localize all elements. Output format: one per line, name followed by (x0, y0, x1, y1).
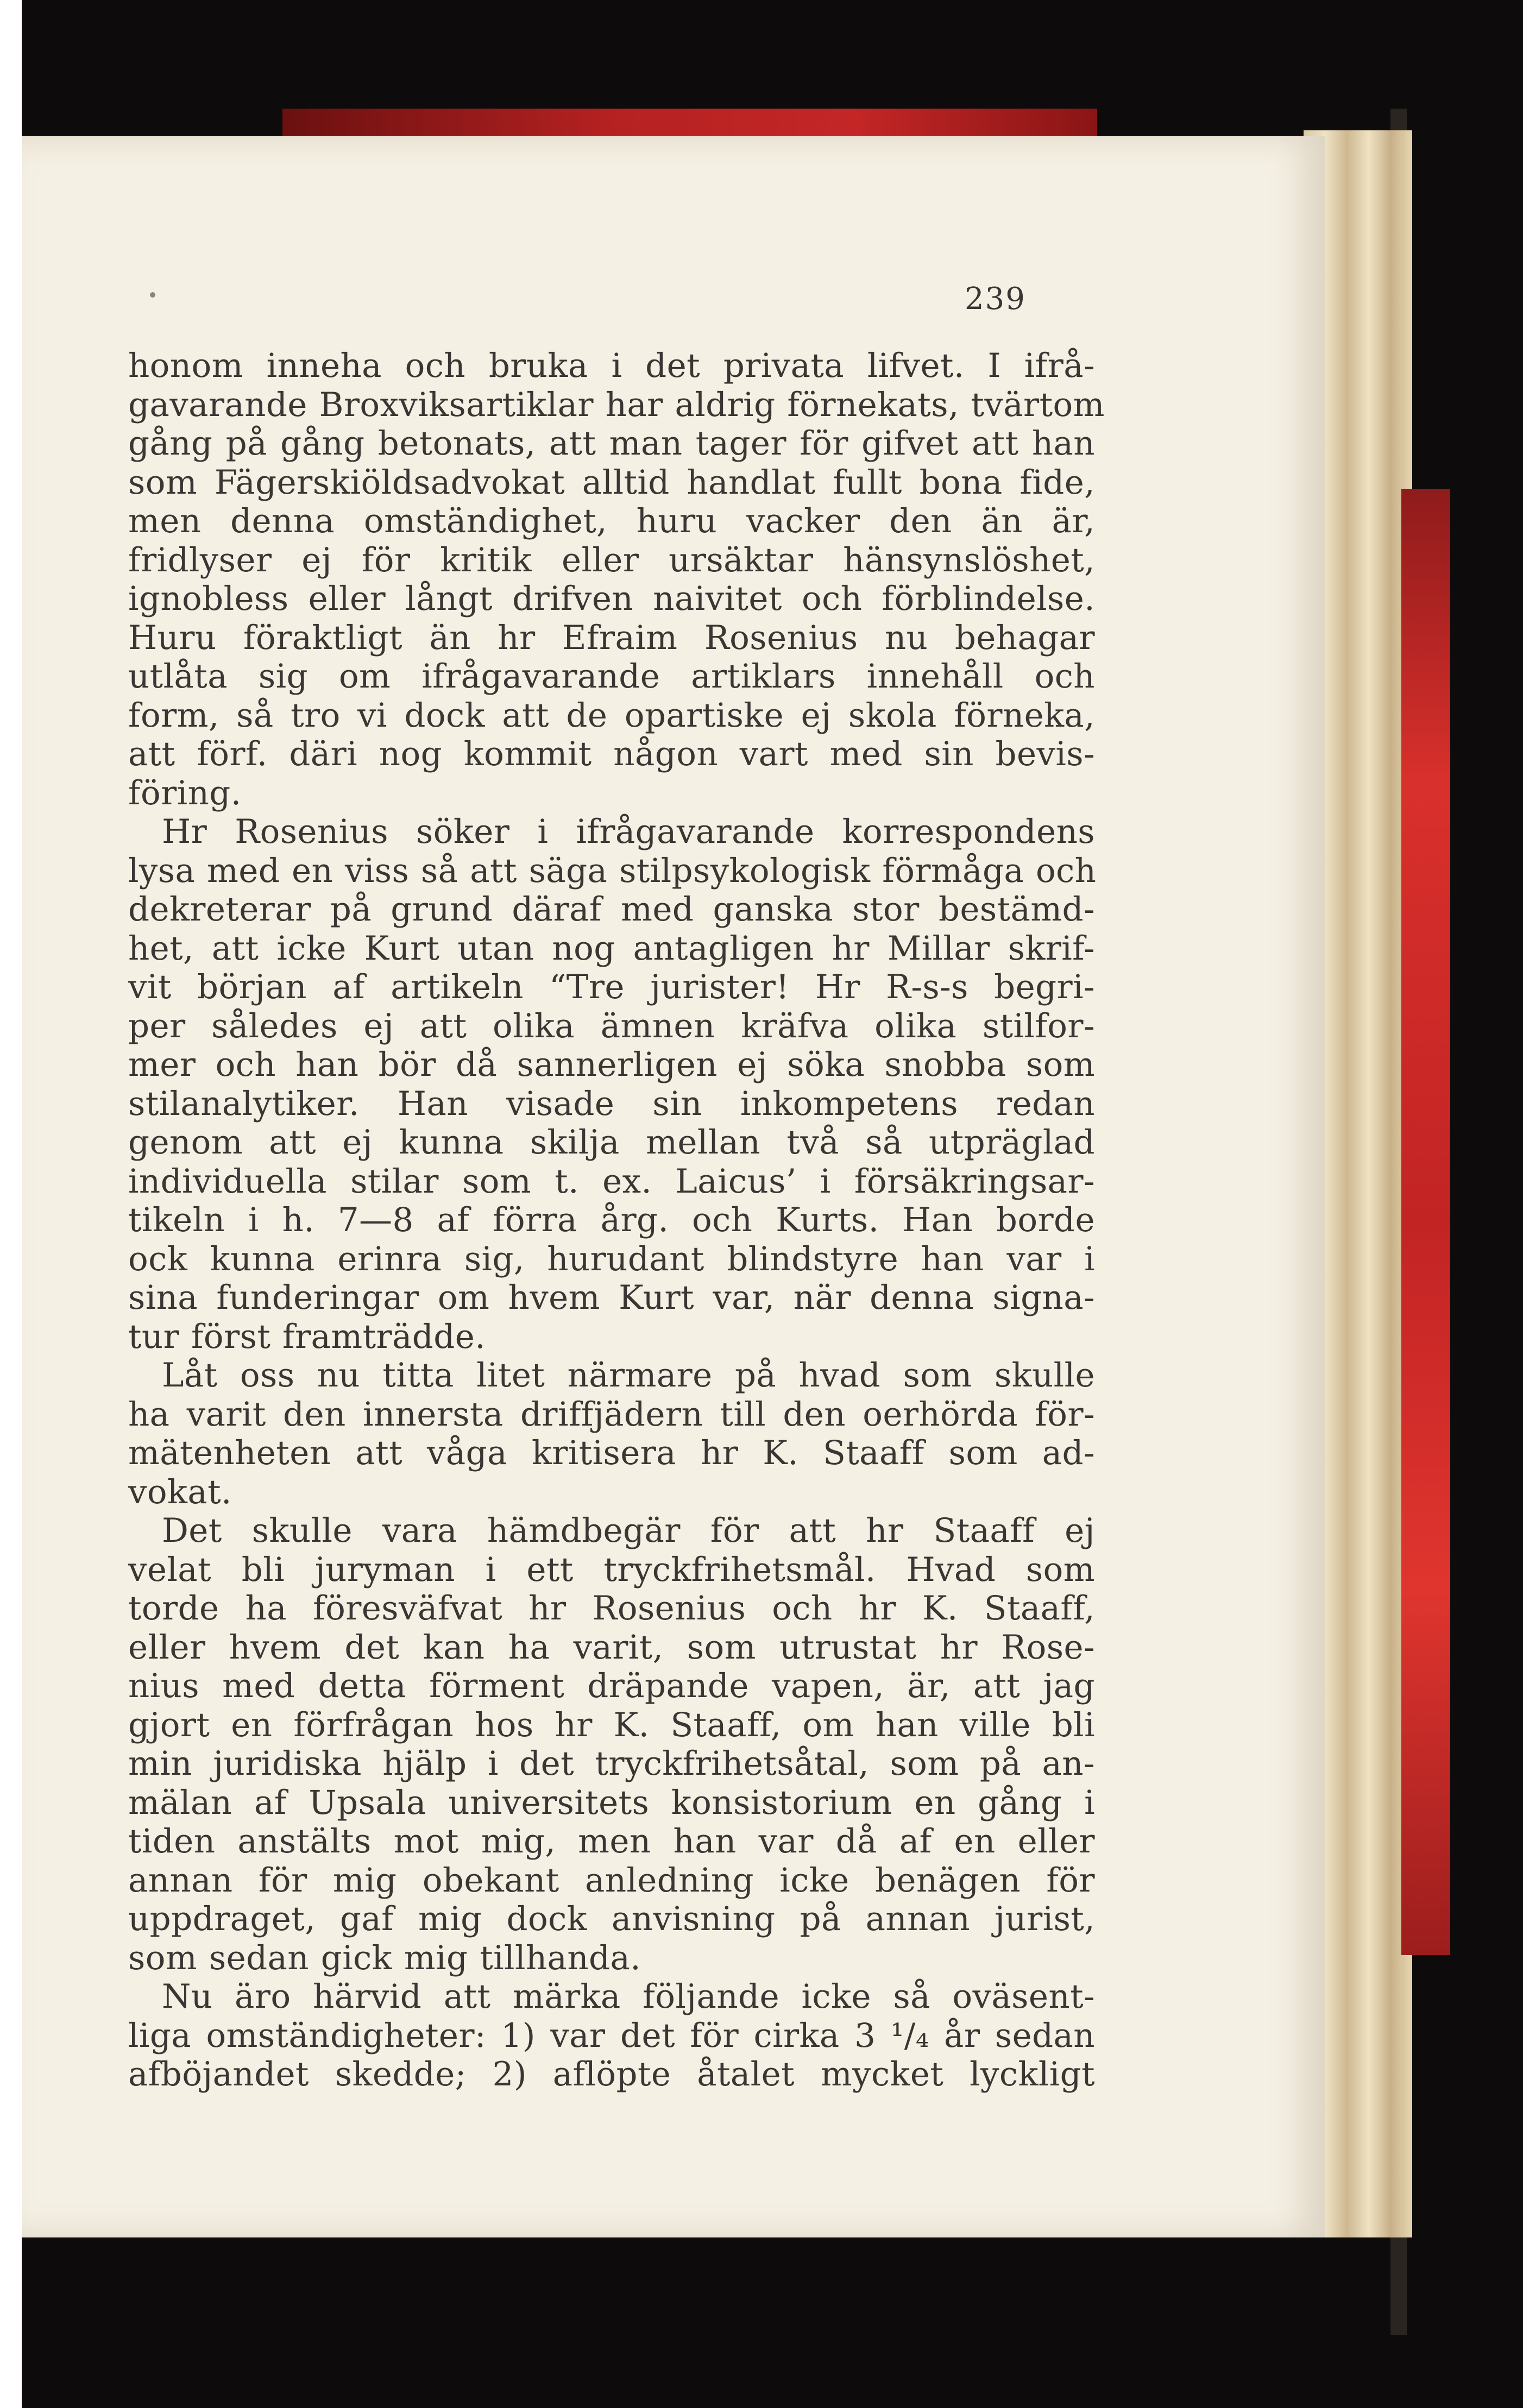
text-line: het, att icke Kurt utan nog antagligen hr Millar skrif- (128, 929, 1095, 968)
text-line: mätenheten att våga kritisera hr K. Staaff som ad- (128, 1434, 1095, 1472)
text-line: lysa med en viss så att säga stilpsykologisk förmåga och (128, 851, 1097, 890)
text-line: liga omständigheter: 1) var det för cirka 3 ¹/₄ år sedan (128, 2016, 1095, 2055)
text-line: afböjandet skedde; 2) aflöpte åtalet mycket lyckligt (128, 2055, 1095, 2094)
text-line: att förf. däri nog kommit någon vart med sin bevis- (128, 735, 1095, 773)
text-line: stilanalytiker. Han visade sin inkompetens redan (128, 1084, 1095, 1123)
text-line: gavarande Broxviksartiklar har aldrig förnekats, tvärtom (128, 385, 1105, 424)
text-line: ignobless eller långt drifven naivitet och förblindelse. (128, 579, 1095, 618)
text-line: ock kunna erinra sig, hurudant blindstyre han var i (128, 1239, 1095, 1278)
text-line: min juridiska hjälp i det tryckfrihetsåtal, som på an- (128, 1744, 1095, 1783)
text-line: uppdraget, gaf mig dock anvisning på annan jurist, (128, 1900, 1095, 1938)
page-number: 239 (965, 281, 1026, 317)
text-line: gång på gång betonats, att man tager för gifvet att han (128, 424, 1095, 463)
text-line: som Fägerskiöldsadvokat alltid handlat fullt bona fide, (128, 463, 1095, 502)
page-body-text (128, 346, 1105, 2094)
text-line: per således ej att olika ämnen kräfva olika stilfor- (128, 1006, 1095, 1045)
text-line: tur först framträdde. (128, 1317, 486, 1356)
text-line: mer och han bör då sannerligen ej söka snobba som (128, 1045, 1095, 1084)
text-line: tikeln i h. 7—8 af förra årg. och Kurts. Han borde (128, 1201, 1095, 1239)
text-line: eller hvem det kan ha varit, som utrustat hr Rose- (128, 1628, 1095, 1667)
text-line: annan för mig obekant anledning icke benägen för (128, 1861, 1095, 1900)
text-line: Det skulle vara hämdbegär för att hr Staaff ej (162, 1511, 1095, 1550)
text-line: fridlyser ej för kritik eller ursäktar hänsynslöshet, (128, 540, 1095, 579)
text-line: Huru föraktligt än hr Efraim Rosenius nu behagar (128, 618, 1095, 657)
text-line: torde ha föresväfvat hr Rosenius och hr K. Staaff, (128, 1589, 1095, 1628)
text-line: genom att ej kunna skilja mellan två så utpräglad (128, 1123, 1095, 1162)
text-line: dekreterar på grund däraf med ganska stor bestämd- (128, 890, 1095, 929)
text-line: sina funderingar om hvem Kurt var, när denna signa- (128, 1278, 1095, 1317)
text-line: ha varit den innersta driffjädern till den oerhörda för- (128, 1395, 1095, 1434)
text-line: tiden anstälts mot mig, men han var då af en eller (128, 1822, 1095, 1861)
ink-speck (150, 292, 155, 298)
text-line: Nu äro härvid att märka följande icke så oväsent- (162, 1977, 1095, 2016)
text-line: individuella stilar som t. ex. Laicus’ i försäkringsar- (128, 1162, 1095, 1201)
text-line: vit början af artikeln “Tre jurister! Hr R-s-s begri- (128, 968, 1095, 1006)
text-line: utlåta sig om ifrågavarande artiklars innehåll och (128, 657, 1095, 696)
text-line: Låt oss nu titta litet närmare på hvad som skulle (162, 1356, 1095, 1395)
text-line: mälan af Upsala universitets konsistorium en gång i (128, 1783, 1095, 1822)
text-line: honom inneha och bruka i det privata lifvet. I ifrå- (128, 346, 1095, 385)
text-line: gjort en förfrågan hos hr K. Staaff, om han ville bli (128, 1705, 1095, 1744)
text-line: men denna omständighet, huru vacker den än är, (128, 502, 1095, 540)
text-line: velat bli juryman i ett tryckfrihetsmål. Hvad som (128, 1550, 1095, 1589)
text-line: vokat. (128, 1472, 232, 1511)
text-line: form, så tro vi dock att de opartiske ej skola förneka, (128, 696, 1095, 735)
text-line: föring. (128, 773, 242, 812)
red-page-edge (1401, 489, 1450, 1955)
text-line: som sedan gick mig tillhanda. (128, 1938, 641, 1977)
text-line: Hr Rosenius söker i ifrågavarande korrespondens (162, 812, 1095, 851)
text-line: nius med detta förment dräpande vapen, är, att jag (128, 1667, 1095, 1705)
